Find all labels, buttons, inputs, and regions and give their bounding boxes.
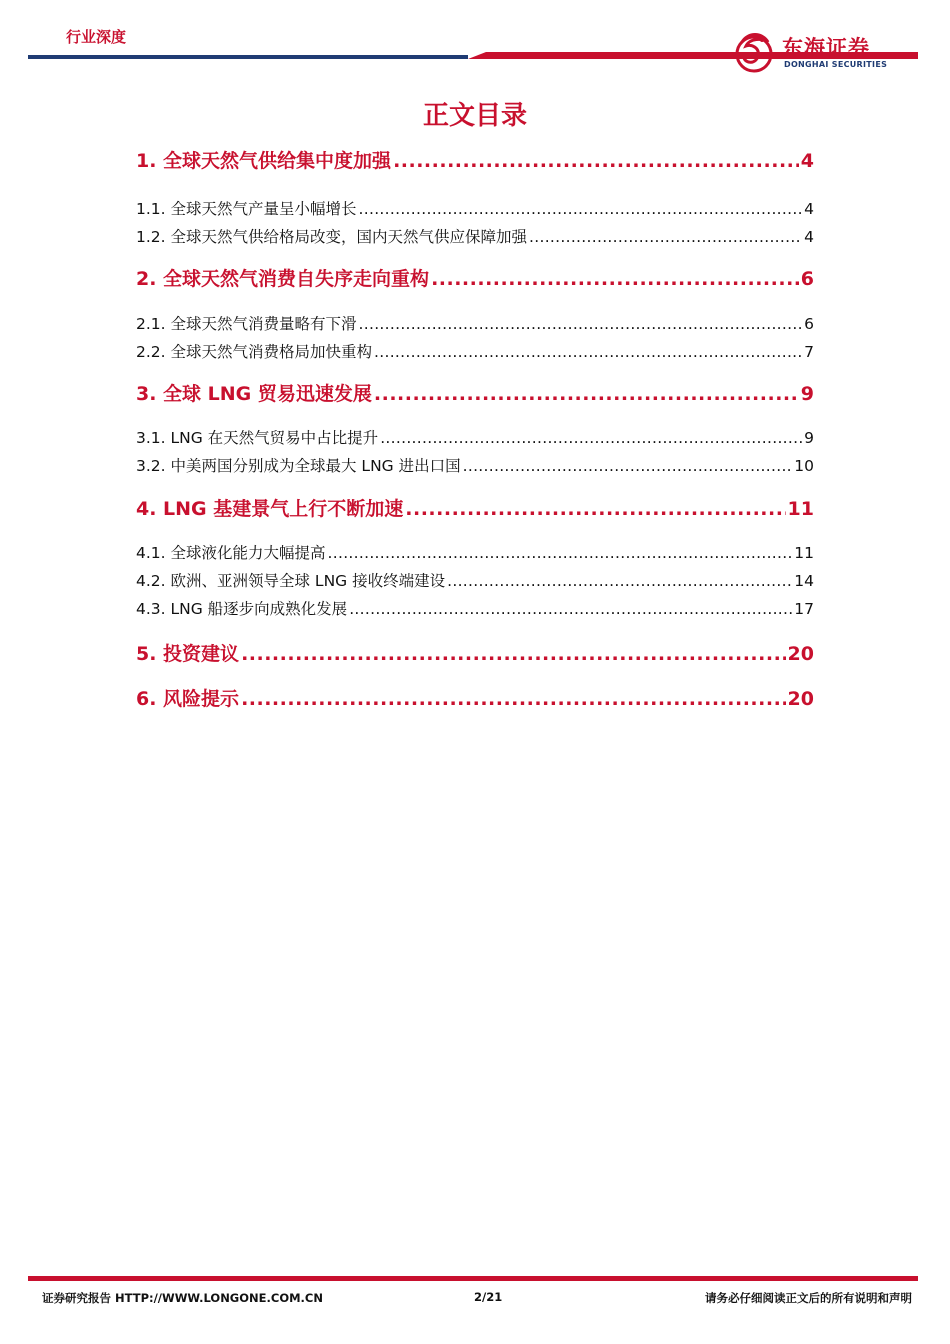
footer-source: 证券研究报告 HTTP://WWW.LONGONE.COM.CN [42, 1291, 323, 1305]
toc-entry-label: 6. 风险提示 [136, 688, 240, 710]
toc-entry-3[interactable] [136, 379, 814, 406]
toc-entry-page: 20 [787, 688, 814, 710]
toc-entry-label: 1.1. 全球天然气产量呈小幅增长 [136, 200, 357, 218]
toc-entry-2-2[interactable] [136, 340, 814, 362]
toc-entry-2-1[interactable] [136, 312, 814, 334]
toc-entry-1-1[interactable] [136, 197, 814, 219]
toc-entry-page: 11 [787, 498, 814, 520]
toc-leader-dots [241, 643, 785, 665]
toc-leader-dots [447, 572, 792, 590]
toc-leader-dots [349, 600, 792, 618]
toc-entry-label: 1.2. 全球天然气供给格局改变，国内天然气供应保障加强 [136, 228, 528, 246]
logo-english-name: DONGHAI SECURITIES [784, 60, 888, 69]
toc-leader-dots [241, 688, 785, 710]
footer-disclaimer: 请务必仔细阅读正文后的所有说明和声明 [705, 1291, 912, 1305]
toc-leader-dots [393, 150, 799, 172]
toc-entry-1-2[interactable] [136, 225, 814, 247]
toc-leader-dots [380, 429, 802, 447]
toc-leader-dots [374, 383, 799, 405]
company-logo [732, 28, 917, 76]
toc-entry-page: 4 [804, 228, 814, 246]
toc-entry-label: 1. 全球天然气供给集中度加强 [136, 150, 392, 172]
toc-entry-3-2[interactable] [136, 454, 814, 476]
report-category: 行业深度 [66, 28, 127, 46]
toc-entry-3-1[interactable] [136, 426, 814, 448]
toc-entry-2[interactable] [136, 264, 814, 291]
toc-entry-label: 4.3. LNG 船逐步向成熟化发展 [136, 600, 348, 618]
dragon-logo-icon [732, 28, 776, 76]
toc-entry-label: 3.2. 中美两国分别成为全球最大 LNG 进出口国 [136, 457, 461, 475]
toc-entry-page: 10 [794, 457, 814, 475]
toc-leader-dots [431, 268, 799, 290]
toc-entry-5[interactable] [136, 639, 814, 666]
toc-leader-dots [374, 343, 802, 361]
page-indicator: 2/21 [474, 1290, 503, 1304]
toc-entry-label: 4. LNG 基建景气上行不断加速 [136, 498, 404, 520]
toc-entry-page: 4 [800, 150, 814, 172]
toc-entry-page: 11 [794, 544, 814, 562]
footer-divider [28, 1276, 918, 1281]
toc-entry-1[interactable] [136, 146, 814, 173]
toc-entry-4[interactable] [136, 494, 814, 521]
toc-entry-page: 9 [804, 429, 814, 447]
toc-entry-label: 2.1. 全球天然气消费量略有下滑 [136, 315, 357, 333]
toc-entry-label: 3.1. LNG 在天然气贸易中占比提升 [136, 429, 379, 447]
toc-entry-page: 6 [804, 315, 814, 333]
toc-entry-page: 17 [794, 600, 814, 618]
toc-leader-dots [359, 315, 803, 333]
toc-entry-label: 2. 全球天然气消费自失序走向重构 [136, 268, 430, 290]
toc-entry-page: 14 [794, 572, 814, 590]
toc-leader-dots [328, 544, 793, 562]
toc-entry-label: 2.2. 全球天然气消费格局加快重构 [136, 343, 373, 361]
toc-leader-dots [463, 457, 793, 475]
toc-entry-page: 9 [800, 383, 814, 405]
toc-leader-dots [359, 200, 803, 218]
header-divider-blue [28, 55, 468, 59]
toc-entry-4-1[interactable] [136, 541, 814, 563]
toc-entry-label: 4.1. 全球液化能力大幅提高 [136, 544, 326, 562]
toc-entry-label: 4.2. 欧洲、亚洲领导全球 LNG 接收终端建设 [136, 572, 446, 590]
toc-entry-6[interactable] [136, 684, 814, 711]
toc-entry-page: 20 [787, 643, 814, 665]
toc-leader-dots [405, 498, 785, 520]
toc-entry-page: 7 [804, 343, 814, 361]
toc-entry-4-2[interactable] [136, 569, 814, 591]
toc-entry-page: 4 [804, 200, 814, 218]
toc-entry-page: 6 [800, 268, 814, 290]
toc-leader-dots [529, 228, 802, 246]
toc-entry-4-3[interactable] [136, 597, 814, 619]
toc-entry-label: 3. 全球 LNG 贸易迅速发展 [136, 383, 372, 405]
toc-title: 正文目录 [422, 101, 527, 131]
toc-entry-label: 5. 投资建议 [136, 643, 240, 665]
logo-chinese-name: 东海证券 [782, 36, 870, 60]
